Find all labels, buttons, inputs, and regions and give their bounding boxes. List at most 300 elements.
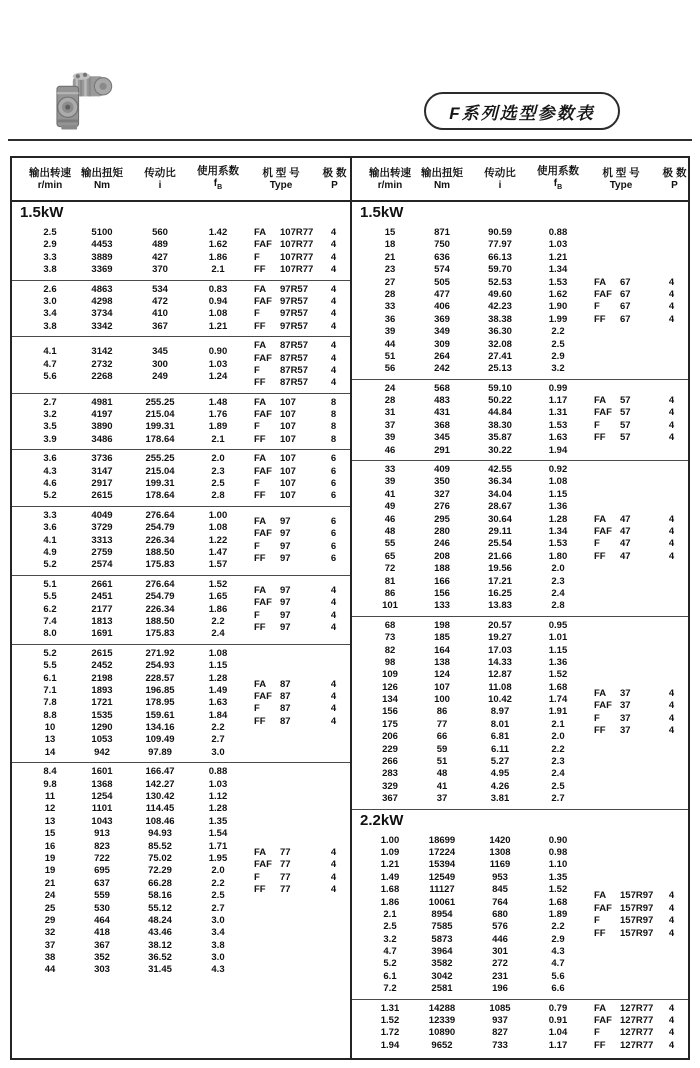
ratio-cell: 17.03 xyxy=(488,644,512,656)
ratio-cell: 134.16 xyxy=(145,722,175,734)
table-row xyxy=(352,289,584,301)
speed-cell: 101 xyxy=(382,600,398,612)
table-row xyxy=(352,706,584,718)
poles-cell: 4 xyxy=(668,432,675,444)
type-prefix: FAF xyxy=(254,352,272,364)
torque-cell: 107 xyxy=(434,681,450,693)
type-prefix: FAF xyxy=(254,295,272,307)
ratio-cell: 30.22 xyxy=(488,444,512,456)
table-row xyxy=(12,648,244,660)
type-model: 97R57 xyxy=(280,308,308,320)
torque-cell: 722 xyxy=(94,852,110,864)
speed-cell: 1.00 xyxy=(380,834,400,846)
torque-cell: 637 xyxy=(94,877,110,889)
torque-cell: 2198 xyxy=(91,672,113,684)
ratio-cell: 42.23 xyxy=(488,301,512,313)
ratio-cell: 226.34 xyxy=(145,534,175,546)
type-model: 127R77 xyxy=(620,1039,654,1051)
type-model: 107 xyxy=(280,478,296,490)
ratio-cell: 6.81 xyxy=(490,731,510,743)
power-section-title: 2.2kW xyxy=(360,811,404,829)
speed-cell: 5.1 xyxy=(43,578,57,590)
ratio-cell: 1308 xyxy=(489,846,511,858)
speed-cell: 6.1 xyxy=(43,672,57,684)
service-factor-cell: 0.98 xyxy=(548,846,568,858)
poles-cell: 4 xyxy=(330,678,337,690)
table-header xyxy=(12,158,688,202)
service-factor-cell: 2.0 xyxy=(211,865,225,877)
table-row xyxy=(12,964,244,976)
type-model: 107R77 xyxy=(280,264,314,276)
ratio-cell: 249 xyxy=(152,371,168,383)
service-factor-cell: 2.4 xyxy=(211,628,225,640)
type-prefix: FAF xyxy=(254,465,272,477)
torque-cell: 3734 xyxy=(91,308,113,320)
table-row xyxy=(12,791,244,803)
table-row xyxy=(12,673,244,685)
col-header-speed: 输出转速 r/min xyxy=(29,166,71,191)
speed-cell: 21 xyxy=(44,877,56,889)
poles-cell: 6 xyxy=(330,453,337,465)
ratio-cell: 1420 xyxy=(489,834,511,846)
poles-cell: 6 xyxy=(330,516,337,527)
service-factor-cell: 1.36 xyxy=(548,501,568,513)
type-row xyxy=(584,1027,688,1039)
service-factor-cell: 1.10 xyxy=(548,859,568,871)
poles-cell: 4 xyxy=(330,340,337,352)
ratio-cell: 108.46 xyxy=(145,815,175,827)
ratio-cell: 20.57 xyxy=(488,619,512,631)
type-prefix: FAF xyxy=(254,239,272,251)
ratio-cell: 114.45 xyxy=(145,803,175,815)
table-row xyxy=(12,466,244,478)
torque-cell: 1254 xyxy=(91,791,113,803)
poles-cell: 4 xyxy=(330,227,337,238)
torque-cell: 59 xyxy=(436,743,448,755)
table-row xyxy=(352,872,584,884)
service-factor-cell: 2.9 xyxy=(551,933,565,945)
table-row xyxy=(12,321,244,333)
table-row xyxy=(12,371,244,383)
type-model: 97 xyxy=(280,553,291,565)
table-row xyxy=(12,252,244,264)
type-model: 67 xyxy=(620,301,631,313)
speed-cell: 55 xyxy=(384,538,396,550)
torque-cell: 77 xyxy=(436,718,448,730)
ratio-cell: 25.54 xyxy=(488,538,512,550)
speed-cell: 46 xyxy=(384,513,396,525)
poles-cell: 4 xyxy=(330,239,337,251)
speed-cell: 18 xyxy=(384,239,396,251)
torque-cell: 3964 xyxy=(431,946,453,958)
type-model: 127R77 xyxy=(620,1002,654,1014)
table-row xyxy=(12,478,244,490)
torque-cell: 3342 xyxy=(91,320,113,332)
col-header-service-factor: 使用系数 $f_B$ xyxy=(537,164,579,191)
type-prefix: FF xyxy=(254,883,266,895)
ratio-cell: 489 xyxy=(152,239,168,251)
type-row xyxy=(584,725,688,737)
type-row xyxy=(244,296,350,308)
service-factor-cell: 1.34 xyxy=(548,264,568,276)
torque-cell: 291 xyxy=(434,444,450,456)
table-row xyxy=(12,927,244,939)
torque-cell: 188 xyxy=(434,563,450,575)
table-row xyxy=(12,591,244,603)
type-model: 37 xyxy=(620,700,631,712)
type-model: 37 xyxy=(620,687,631,699)
type-row xyxy=(244,453,350,465)
col-header-service-factor: 使用系数 $f_B$ xyxy=(197,164,239,191)
ratio-cell: 75.02 xyxy=(148,852,172,864)
service-factor-cell: 2.0 xyxy=(551,731,565,743)
table-row xyxy=(12,853,244,865)
poles-cell: 4 xyxy=(330,283,337,295)
type-row xyxy=(244,252,350,264)
torque-cell: 3736 xyxy=(91,453,113,465)
type-row xyxy=(244,421,350,433)
type-row xyxy=(244,610,350,622)
poles-cell: 4 xyxy=(668,407,675,419)
table-row xyxy=(352,946,584,958)
table-row xyxy=(12,865,244,877)
torque-cell: 124 xyxy=(434,669,450,681)
ratio-cell: 36.52 xyxy=(148,952,172,964)
speed-cell: 7.2 xyxy=(383,983,397,995)
ratio-cell: 142.27 xyxy=(145,778,175,790)
table-row xyxy=(352,958,584,970)
table-row xyxy=(352,395,584,407)
torque-cell: 276 xyxy=(434,501,450,513)
ratio-cell: 77.97 xyxy=(488,239,512,251)
col-header-poles: 极 数 P xyxy=(322,166,347,191)
poles-cell: 4 xyxy=(330,295,337,307)
service-factor-cell: 1.15 xyxy=(548,644,568,656)
ratio-cell: 130.42 xyxy=(145,791,175,803)
speed-cell: 3.3 xyxy=(43,509,57,521)
ratio-cell: 44.84 xyxy=(488,407,512,419)
poles-cell: 8 xyxy=(330,421,337,433)
speed-cell: 4.6 xyxy=(43,478,57,490)
type-row xyxy=(584,277,688,289)
ratio-cell: 94.93 xyxy=(148,828,172,840)
table-row xyxy=(352,407,584,419)
type-prefix: FA xyxy=(594,276,607,288)
ratio-cell: 1169 xyxy=(489,859,511,871)
type-prefix: FAF xyxy=(254,691,272,703)
service-factor-cell: 1.03 xyxy=(208,358,228,370)
speed-cell: 4.1 xyxy=(43,346,57,358)
ratio-cell: 680 xyxy=(492,908,508,920)
speed-cell: 19 xyxy=(44,865,56,877)
service-factor-cell: 4.7 xyxy=(551,958,565,970)
ratio-cell: 97.89 xyxy=(148,746,172,758)
ratio-cell: 25.13 xyxy=(488,363,512,375)
ratio-cell: 3.81 xyxy=(490,793,510,805)
speed-cell: 25 xyxy=(44,902,56,914)
type-prefix: F xyxy=(254,308,260,320)
torque-cell: 568 xyxy=(434,382,450,394)
ratio-cell: 215.04 xyxy=(145,465,175,477)
torque-cell: 12339 xyxy=(428,1015,456,1027)
service-factor-cell: 1.54 xyxy=(208,828,228,840)
type-model: 107 xyxy=(280,433,296,445)
ratio-cell: 175.83 xyxy=(145,628,175,640)
type-row xyxy=(244,365,350,377)
ratio-cell: 254.79 xyxy=(145,522,175,534)
speed-cell: 4.3 xyxy=(43,465,57,477)
service-factor-cell: 1.08 xyxy=(208,308,228,320)
table-row xyxy=(352,897,584,909)
torque-cell: 11127 xyxy=(429,884,455,896)
service-factor-cell: 0.92 xyxy=(548,464,568,476)
type-row xyxy=(584,538,688,550)
speed-cell: 4.9 xyxy=(43,546,57,558)
table-row xyxy=(352,781,584,793)
table-row xyxy=(352,934,584,946)
torque-cell: 505 xyxy=(434,276,450,288)
ratio-cell: 17.21 xyxy=(488,575,512,587)
table-row xyxy=(352,694,584,706)
speed-cell: 13 xyxy=(44,815,56,827)
torque-cell: 1053 xyxy=(91,734,113,746)
type-prefix: FF xyxy=(254,433,266,445)
col-header-poles: 极 数 P xyxy=(662,166,687,191)
poles-cell: 4 xyxy=(330,609,337,621)
ratio-cell: 66.13 xyxy=(488,251,512,263)
ratio-cell: 38.30 xyxy=(488,419,512,431)
poles-cell: 6 xyxy=(330,478,337,490)
type-prefix: F xyxy=(594,915,600,927)
col-header-type: 机 型 号 Type xyxy=(602,166,640,191)
torque-cell: 3313 xyxy=(91,534,113,546)
type-prefix: FF xyxy=(594,725,606,737)
data-block xyxy=(352,617,688,810)
table-row xyxy=(352,1015,584,1027)
torque-cell: 477 xyxy=(434,288,450,300)
speed-cell: 367 xyxy=(382,793,398,805)
speed-cell: 5.2 xyxy=(43,490,57,502)
speed-cell: 4.1 xyxy=(43,534,57,546)
service-factor-cell: 2.2 xyxy=(551,921,565,933)
torque-cell: 166 xyxy=(434,575,450,587)
service-factor-cell: 1.53 xyxy=(548,419,568,431)
torque-cell: 198 xyxy=(434,619,450,631)
ratio-cell: 66.28 xyxy=(148,877,172,889)
data-block xyxy=(12,645,350,764)
type-row xyxy=(244,397,350,409)
type-prefix: FAF xyxy=(594,1015,612,1027)
ratio-cell: 271.92 xyxy=(145,647,175,659)
table-row xyxy=(12,915,244,927)
torque-cell: 2615 xyxy=(91,647,113,659)
service-factor-cell: 1.31 xyxy=(548,407,568,419)
type-prefix: FAF xyxy=(594,700,612,712)
type-prefix: FF xyxy=(254,622,266,634)
speed-cell: 3.6 xyxy=(43,453,57,465)
type-row xyxy=(244,227,350,239)
poles-cell: 4 xyxy=(668,927,675,939)
type-prefix: F xyxy=(594,712,600,724)
power-section-title: 1.5kW xyxy=(360,204,404,221)
type-model: 107 xyxy=(280,409,296,421)
torque-cell: 1043 xyxy=(91,815,113,827)
torque-cell: 1368 xyxy=(91,778,113,790)
col-header-torque: 输出扭矩 Nm xyxy=(421,166,463,191)
table-row xyxy=(352,339,584,351)
service-factor-cell: 2.1 xyxy=(211,433,225,445)
type-model: 67 xyxy=(620,288,631,300)
type-prefix: FA xyxy=(594,687,607,699)
torque-cell: 406 xyxy=(434,301,450,313)
ratio-cell: 215.04 xyxy=(145,409,175,421)
type-model: 97 xyxy=(280,597,291,609)
torque-cell: 369 xyxy=(434,313,450,325)
service-factor-cell: 1.36 xyxy=(548,656,568,668)
type-row xyxy=(244,321,350,333)
speed-cell: 283 xyxy=(382,768,398,780)
ratio-cell: 827 xyxy=(492,1027,508,1039)
speed-cell: 2.1 xyxy=(383,908,397,920)
speed-cell: 8.0 xyxy=(43,628,57,640)
speed-cell: 31 xyxy=(384,407,396,419)
speed-cell: 28 xyxy=(384,288,396,300)
poles-cell: 4 xyxy=(668,915,675,927)
service-factor-cell: 1.17 xyxy=(548,395,568,407)
speed-cell: 19 xyxy=(44,852,56,864)
service-factor-cell: 1.89 xyxy=(548,908,568,920)
speed-cell: 329 xyxy=(382,780,398,792)
table-row xyxy=(12,264,244,276)
type-row xyxy=(584,551,688,563)
ratio-cell: 32.08 xyxy=(488,338,512,350)
table-row xyxy=(352,1027,584,1039)
torque-cell: 9652 xyxy=(431,1039,453,1051)
service-factor-cell: 2.8 xyxy=(551,600,565,612)
type-row xyxy=(244,859,350,871)
service-factor-cell: 1.03 xyxy=(548,239,568,251)
poles-cell: 6 xyxy=(330,490,337,502)
table-row xyxy=(12,421,244,433)
type-prefix: FA xyxy=(594,890,607,902)
type-row xyxy=(584,432,688,444)
ratio-cell: 199.31 xyxy=(145,478,175,490)
speed-cell: 6.1 xyxy=(383,970,397,982)
type-row xyxy=(584,713,688,725)
poles-cell: 6 xyxy=(330,528,337,540)
ratio-cell: 199.31 xyxy=(145,421,175,433)
speed-cell: 98 xyxy=(384,656,396,668)
table-row xyxy=(12,453,244,465)
service-factor-cell: 0.90 xyxy=(548,834,568,846)
speed-cell: 2.5 xyxy=(383,921,397,933)
torque-cell: 51 xyxy=(436,756,448,768)
service-factor-cell: 2.2 xyxy=(211,722,225,734)
type-prefix: F xyxy=(254,609,260,621)
ratio-cell: 845 xyxy=(492,884,508,896)
ratio-cell: 472 xyxy=(152,295,168,307)
speed-cell: 37 xyxy=(384,419,396,431)
selection-parameter-table xyxy=(10,156,690,1060)
type-model: 57 xyxy=(620,395,631,407)
table-column-left xyxy=(12,202,350,1058)
speed-cell: 36 xyxy=(384,313,396,325)
type-prefix: FA xyxy=(594,513,607,525)
service-factor-cell: 1.00 xyxy=(208,509,228,521)
type-model: 87 xyxy=(280,703,291,715)
table-row xyxy=(352,1040,584,1052)
service-factor-cell: 2.2 xyxy=(551,743,565,755)
ratio-cell: 49.60 xyxy=(488,288,512,300)
speed-cell: 1.68 xyxy=(380,884,400,896)
poles-cell: 4 xyxy=(668,1027,675,1039)
ratio-cell: 196.85 xyxy=(145,684,175,696)
poles-cell: 4 xyxy=(668,1039,675,1051)
type-row xyxy=(244,691,350,703)
data-block xyxy=(352,832,688,1000)
ratio-cell: 254.93 xyxy=(145,660,175,672)
ratio-cell: 29.11 xyxy=(488,525,512,537)
torque-cell: 2581 xyxy=(431,983,453,995)
speed-cell: 134 xyxy=(382,694,398,706)
poles-cell: 4 xyxy=(330,703,337,715)
speed-cell: 7.8 xyxy=(43,697,57,709)
type-prefix: FAF xyxy=(594,288,612,300)
ratio-cell: 16.25 xyxy=(488,587,512,599)
table-row xyxy=(352,682,584,694)
table-row xyxy=(12,734,244,746)
torque-cell: 14288 xyxy=(428,1002,456,1014)
ratio-cell: 36.30 xyxy=(488,326,512,338)
table-row xyxy=(12,547,244,559)
service-factor-cell: 2.3 xyxy=(551,575,565,587)
speed-cell: 39 xyxy=(384,432,396,444)
speed-cell: 5.2 xyxy=(43,559,57,571)
torque-cell: 1290 xyxy=(91,722,113,734)
ratio-cell: 733 xyxy=(492,1039,508,1051)
type-prefix: FA xyxy=(254,584,267,596)
ratio-cell: 175.83 xyxy=(145,559,175,571)
torque-cell: 66 xyxy=(436,731,448,743)
torque-cell: 695 xyxy=(94,865,110,877)
speed-cell: 3.8 xyxy=(43,264,57,276)
speed-cell: 68 xyxy=(384,619,396,631)
speed-cell: 229 xyxy=(382,743,398,755)
type-row xyxy=(584,314,688,326)
table-row xyxy=(352,514,584,526)
type-row xyxy=(244,703,350,715)
speed-cell: 4.7 xyxy=(43,358,57,370)
speed-cell: 175 xyxy=(382,718,398,730)
table-row xyxy=(352,744,584,756)
table-row xyxy=(12,284,244,296)
torque-cell: 1101 xyxy=(91,803,113,815)
speed-cell: 82 xyxy=(384,644,396,656)
type-row xyxy=(584,700,688,712)
ratio-cell: 534 xyxy=(152,283,168,295)
ratio-cell: 410 xyxy=(152,308,168,320)
speed-cell: 14 xyxy=(44,746,56,758)
ratio-cell: 178.95 xyxy=(145,697,175,709)
poles-cell: 4 xyxy=(330,883,337,895)
service-factor-cell: 1.52 xyxy=(548,884,568,896)
torque-cell: 942 xyxy=(94,746,110,758)
speed-cell: 9.8 xyxy=(43,778,57,790)
torque-cell: 164 xyxy=(434,644,450,656)
service-factor-cell: 1.35 xyxy=(208,815,228,827)
type-row xyxy=(244,622,350,634)
type-model: 97 xyxy=(280,540,291,552)
